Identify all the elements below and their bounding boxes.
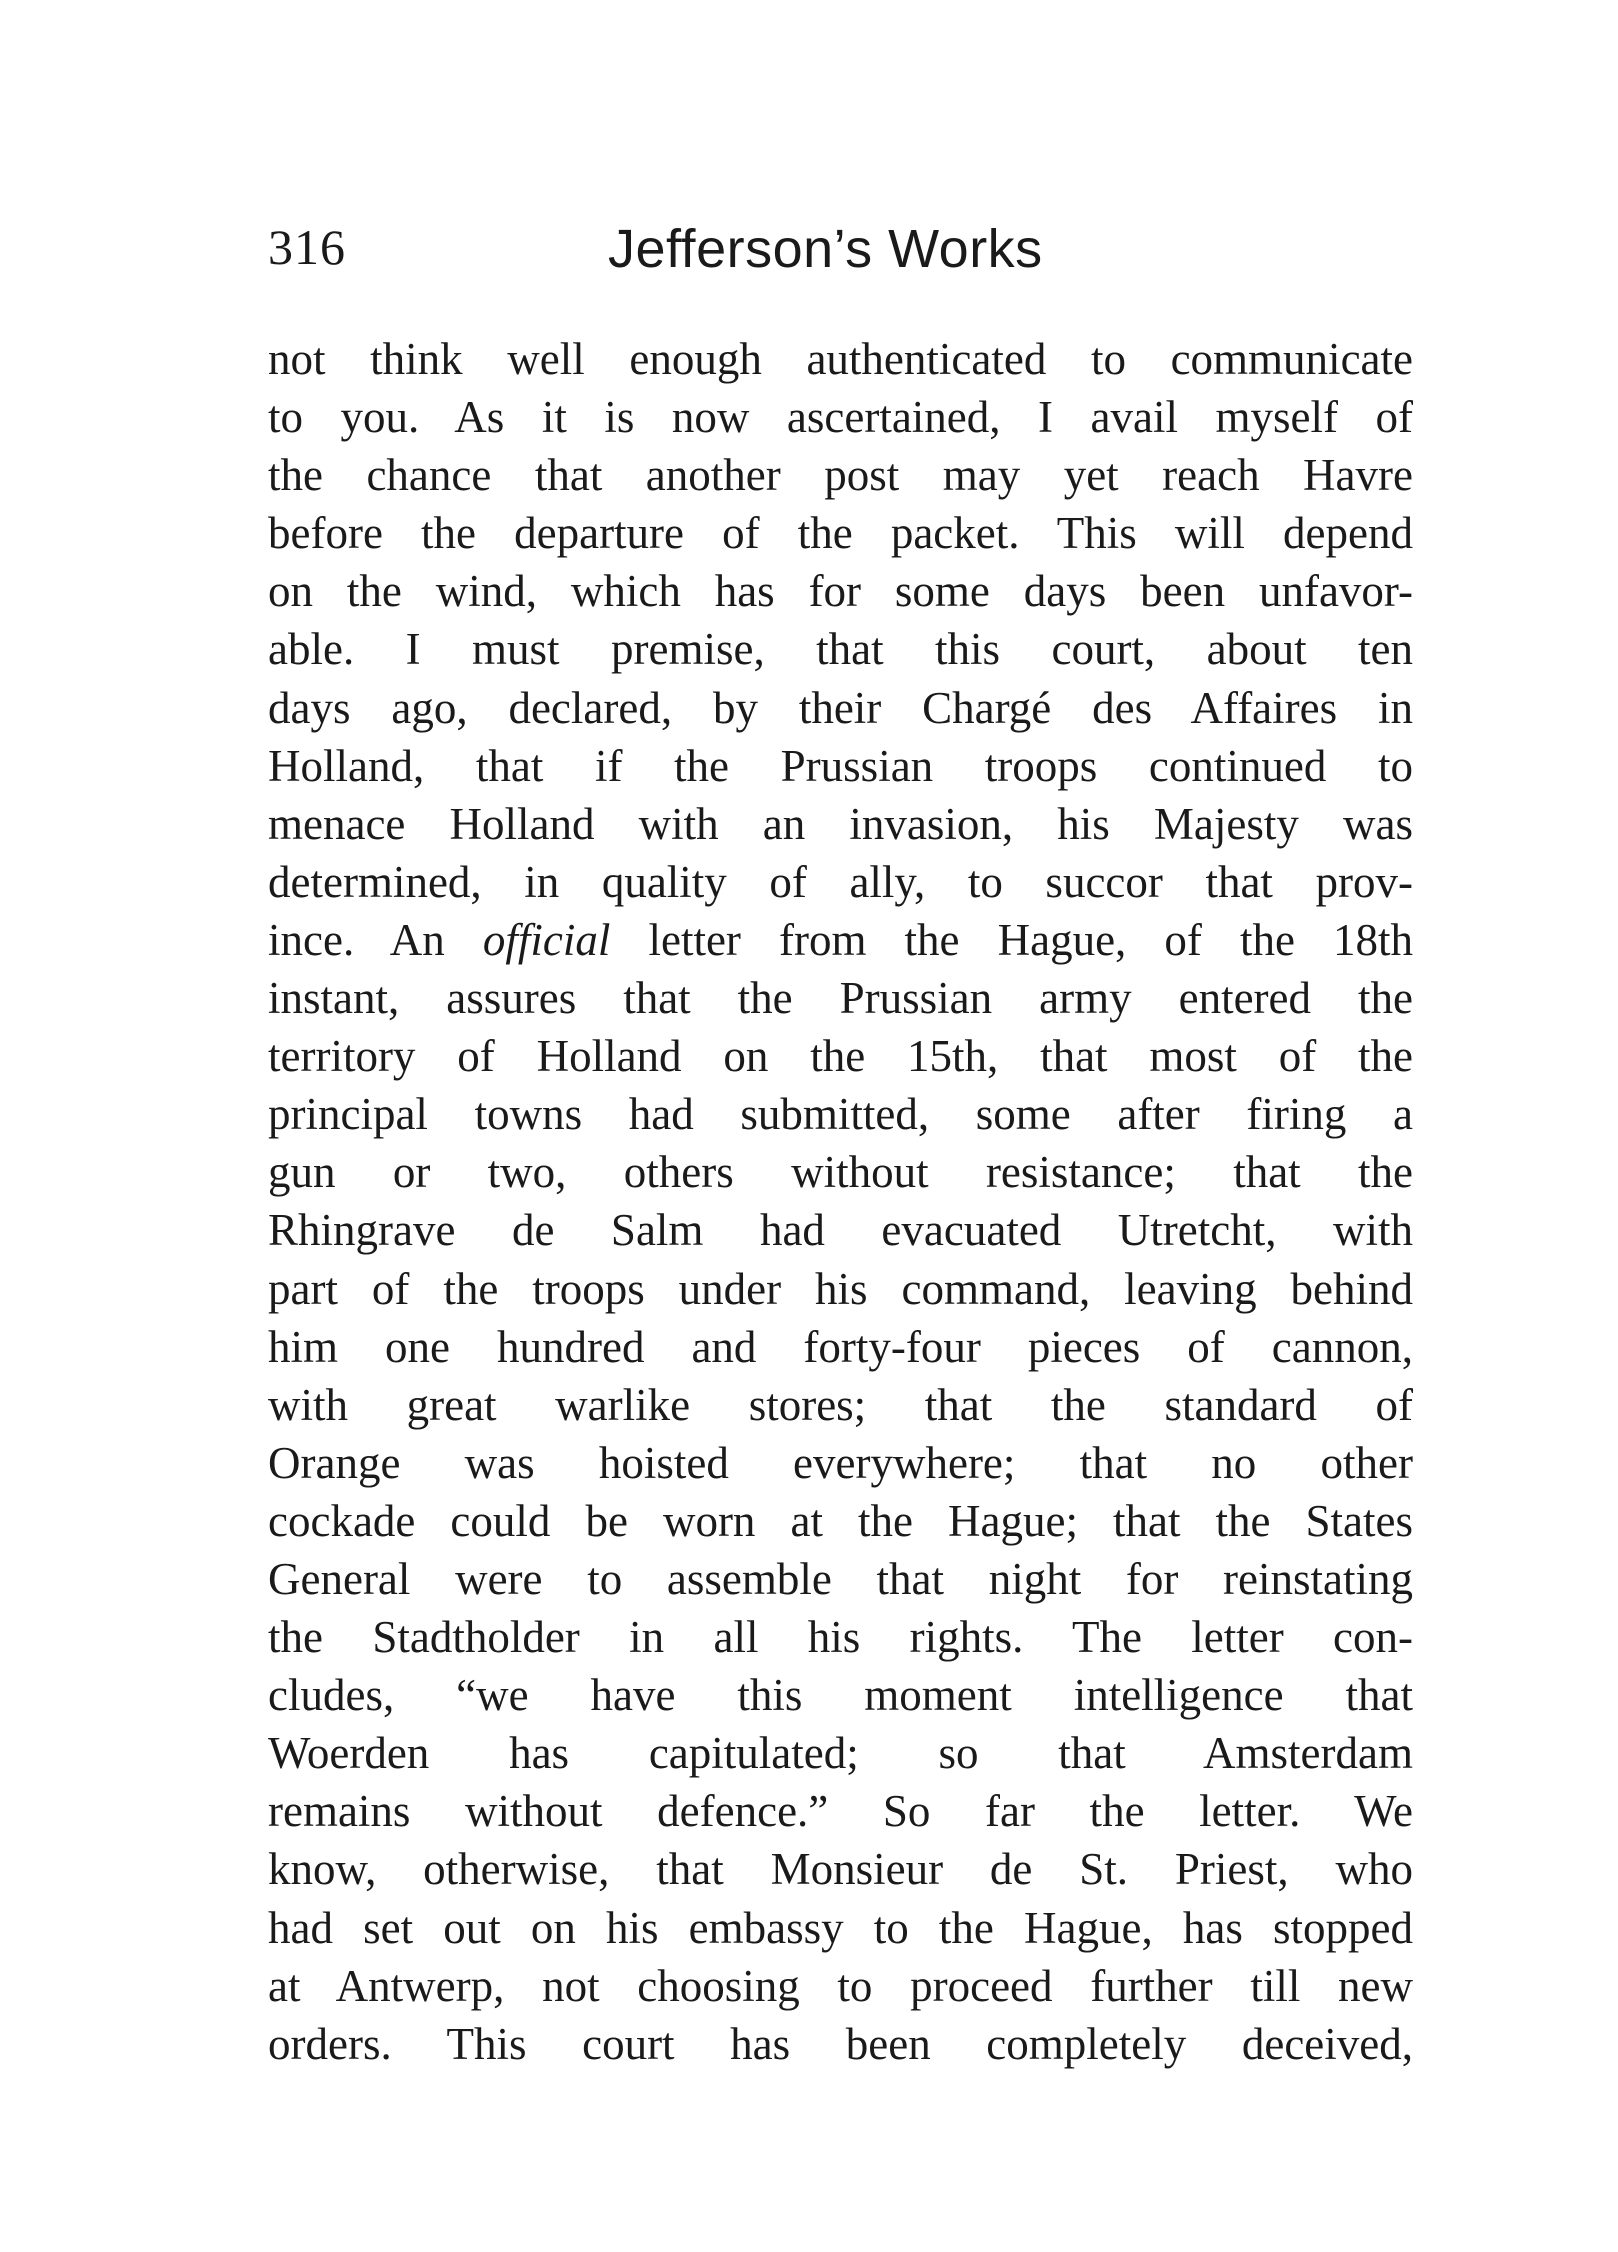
text-line-11-end: letter from the Hague, of the 18th xyxy=(610,914,1414,965)
text-line-20: Orange was hoisted everywhere; that no other xyxy=(268,1437,1413,1488)
text-line-8: Holland, that if the Prussian troops continued to xyxy=(268,740,1413,791)
text-line-19: with great warlike stores; that the standard of xyxy=(268,1379,1413,1430)
text-line-30: orders. This court has been completely deceived, xyxy=(268,2018,1413,2069)
text-line-6: able. I must premise, that this court, about ten xyxy=(268,624,1413,675)
text-line-16: Rhingrave de Salm had evacuated Utretcht, with xyxy=(268,1205,1413,1256)
text-line-11 xyxy=(268,911,1413,969)
text-line-27: know, otherwise, that Monsieur de St. Priest, who xyxy=(268,1844,1413,1895)
text-line-17: part of the troops under his command, leaving behind xyxy=(268,1263,1413,1314)
text-line-24: cludes, “we have this moment intelligence that xyxy=(268,1670,1413,1721)
text-line-13: territory of Holland on the 15th, that most of the xyxy=(268,1031,1413,1082)
text-line-10: determined, in quality of ally, to succor that prov- xyxy=(268,856,1413,907)
text-line-2: to you. As it is now ascertained, I avail myself of xyxy=(268,392,1413,443)
text-line-4: before the departure of the packet. This will depend xyxy=(268,508,1413,559)
text-line-9: menace Holland with an invasion, his Majesty was xyxy=(268,798,1413,849)
text-line-7: days ago, declared, by their Chargé des Affaires in xyxy=(268,682,1413,733)
italic-emphasis: official xyxy=(482,914,611,965)
text-line-14: principal towns had submitted, some after firing a xyxy=(268,1089,1413,1140)
text-line-3: the chance that another post may yet reach Havre xyxy=(268,450,1413,501)
text-line-11-start: ince. An xyxy=(268,914,483,965)
body-text xyxy=(268,330,1413,2073)
text-line-26: remains without defence.” So far the letter. We xyxy=(268,1786,1413,1837)
text-line-21: cockade could be worn at the Hague; that the States xyxy=(268,1495,1413,1546)
text-line-1: not think well enough authenticated to communicate xyxy=(268,334,1413,384)
page-number: 316 xyxy=(268,219,346,275)
running-title: Jefferson’s Works xyxy=(608,219,1043,279)
text-line-25: Woerden has capitulated; so that Amsterdam xyxy=(268,1728,1413,1779)
text-line-23: the Stadtholder in all his rights. The letter con- xyxy=(268,1612,1413,1663)
text-line-29: at Antwerp, not choosing to proceed further till new xyxy=(268,1960,1413,2011)
text-line-5: on the wind, which has for some days been unfavor- xyxy=(268,566,1413,617)
text-line-18: him one hundred and forty-four pieces of cannon, xyxy=(268,1321,1413,1372)
text-line-28: had set out on his embassy to the Hague, has stopped xyxy=(268,1902,1413,1953)
text-line-15: gun or two, others without resistance; that the xyxy=(268,1147,1413,1198)
text-line-12: instant, assures that the Prussian army entered the xyxy=(268,973,1413,1024)
running-head xyxy=(268,218,1413,288)
text-line-22: General were to assemble that night for reinstating xyxy=(268,1553,1413,1604)
